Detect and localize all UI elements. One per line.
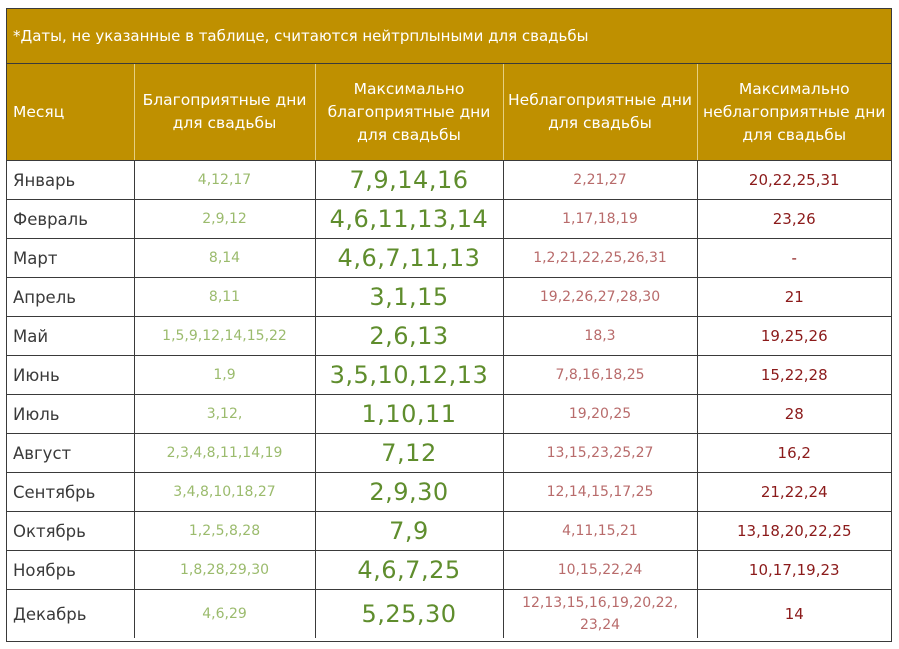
- unfavorable-cell: 18,3: [503, 317, 697, 356]
- unfavorable-cell: 19,20,25: [503, 395, 697, 434]
- header-unfavorable: Неблагоприятные дни для свадьбы: [503, 64, 697, 161]
- favorable-cell: 2,3,4,8,11,14,19: [134, 434, 315, 473]
- max-favorable-cell: 5,25,30: [315, 590, 503, 639]
- favorable-cell: 1,9: [134, 356, 315, 395]
- max-favorable-cell: 2,6,13: [315, 317, 503, 356]
- table-row: [7, 356, 891, 395]
- table-row: [7, 551, 891, 590]
- unfavorable-cell: 1,2,21,22,25,26,31: [503, 239, 697, 278]
- max-favorable-cell: 2,9,30: [315, 473, 503, 512]
- header-row: [7, 64, 891, 161]
- favorable-cell: 8,11: [134, 278, 315, 317]
- month-cell: Июнь: [7, 356, 134, 395]
- max-unfavorable-cell: 13,18,20,22,25: [697, 512, 891, 551]
- max-unfavorable-cell: 10,17,19,23: [697, 551, 891, 590]
- table-row: [7, 434, 891, 473]
- table-row: [7, 161, 891, 200]
- max-unfavorable-cell: 23,26: [697, 200, 891, 239]
- unfavorable-cell: 7,8,16,18,25: [503, 356, 697, 395]
- month-cell: Март: [7, 239, 134, 278]
- month-cell: Май: [7, 317, 134, 356]
- unfavorable-cell: 2,21,27: [503, 161, 697, 200]
- max-favorable-cell: 3,1,15: [315, 278, 503, 317]
- unfavorable-cell: 10,15,22,24: [503, 551, 697, 590]
- favorable-cell: 8,14: [134, 239, 315, 278]
- table-note: *Даты, не указанные в таблице, считаются нейтрплыными для свадьбы: [7, 9, 891, 64]
- max-favorable-cell: 4,6,7,25: [315, 551, 503, 590]
- header-max-unfavorable: Максимально неблагоприятные дни для свадьбы: [697, 64, 891, 161]
- favorable-cell: 4,12,17: [134, 161, 315, 200]
- unfavorable-cell: 13,15,23,25,27: [503, 434, 697, 473]
- table-row: [7, 473, 891, 512]
- dates-grid: [7, 64, 891, 638]
- month-cell: Январь: [7, 161, 134, 200]
- max-unfavorable-cell: 15,22,28: [697, 356, 891, 395]
- favorable-cell: 1,2,5,8,28: [134, 512, 315, 551]
- month-cell: Сентябрь: [7, 473, 134, 512]
- month-cell: Июль: [7, 395, 134, 434]
- table-row: [7, 512, 891, 551]
- max-unfavorable-cell: 16,2: [697, 434, 891, 473]
- max-unfavorable-cell: -: [697, 239, 891, 278]
- favorable-cell: 3,12,: [134, 395, 315, 434]
- header-max-favorable: Максимально благоприятные дни для свадьбы: [315, 64, 503, 161]
- max-unfavorable-cell: 21,22,24: [697, 473, 891, 512]
- month-cell: Ноябрь: [7, 551, 134, 590]
- max-favorable-cell: 4,6,11,13,14: [315, 200, 503, 239]
- table-row: [7, 200, 891, 239]
- unfavorable-cell: 12,14,15,17,25: [503, 473, 697, 512]
- max-favorable-cell: 7,9,14,16: [315, 161, 503, 200]
- max-unfavorable-cell: 21: [697, 278, 891, 317]
- unfavorable-cell: 1,17,18,19: [503, 200, 697, 239]
- unfavorable-cell: 12,13,15,16,19,20,22, 23,24: [503, 590, 697, 639]
- max-favorable-cell: 4,6,7,11,13: [315, 239, 503, 278]
- max-favorable-cell: 7,12: [315, 434, 503, 473]
- max-unfavorable-cell: 20,22,25,31: [697, 161, 891, 200]
- max-unfavorable-cell: 28: [697, 395, 891, 434]
- header-month: Месяц: [7, 64, 134, 161]
- max-unfavorable-cell: 19,25,26: [697, 317, 891, 356]
- favorable-cell: 2,9,12: [134, 200, 315, 239]
- unfavorable-cell: 19,2,26,27,28,30: [503, 278, 697, 317]
- wedding-dates-table: [6, 8, 892, 642]
- unfavorable-cell: 4,11,15,21: [503, 512, 697, 551]
- max-favorable-cell: 1,10,11: [315, 395, 503, 434]
- month-cell: Декабрь: [7, 590, 134, 639]
- favorable-cell: 1,8,28,29,30: [134, 551, 315, 590]
- table-row: [7, 395, 891, 434]
- table-row: [7, 317, 891, 356]
- header-favorable: Благоприятные дни для свадьбы: [134, 64, 315, 161]
- favorable-cell: 3,4,8,10,18,27: [134, 473, 315, 512]
- max-favorable-cell: 7,9: [315, 512, 503, 551]
- favorable-cell: 1,5,9,12,14,15,22: [134, 317, 315, 356]
- month-cell: Февраль: [7, 200, 134, 239]
- max-unfavorable-cell: 14: [784, 605, 804, 623]
- table-row: [7, 590, 891, 639]
- table-row: [7, 278, 891, 317]
- table-row: [7, 239, 891, 278]
- favorable-cell: 4,6,29: [134, 590, 315, 639]
- month-cell: Октябрь: [7, 512, 134, 551]
- month-cell: Апрель: [7, 278, 134, 317]
- month-cell: Август: [7, 434, 134, 473]
- max-favorable-cell: 3,5,10,12,13: [315, 356, 503, 395]
